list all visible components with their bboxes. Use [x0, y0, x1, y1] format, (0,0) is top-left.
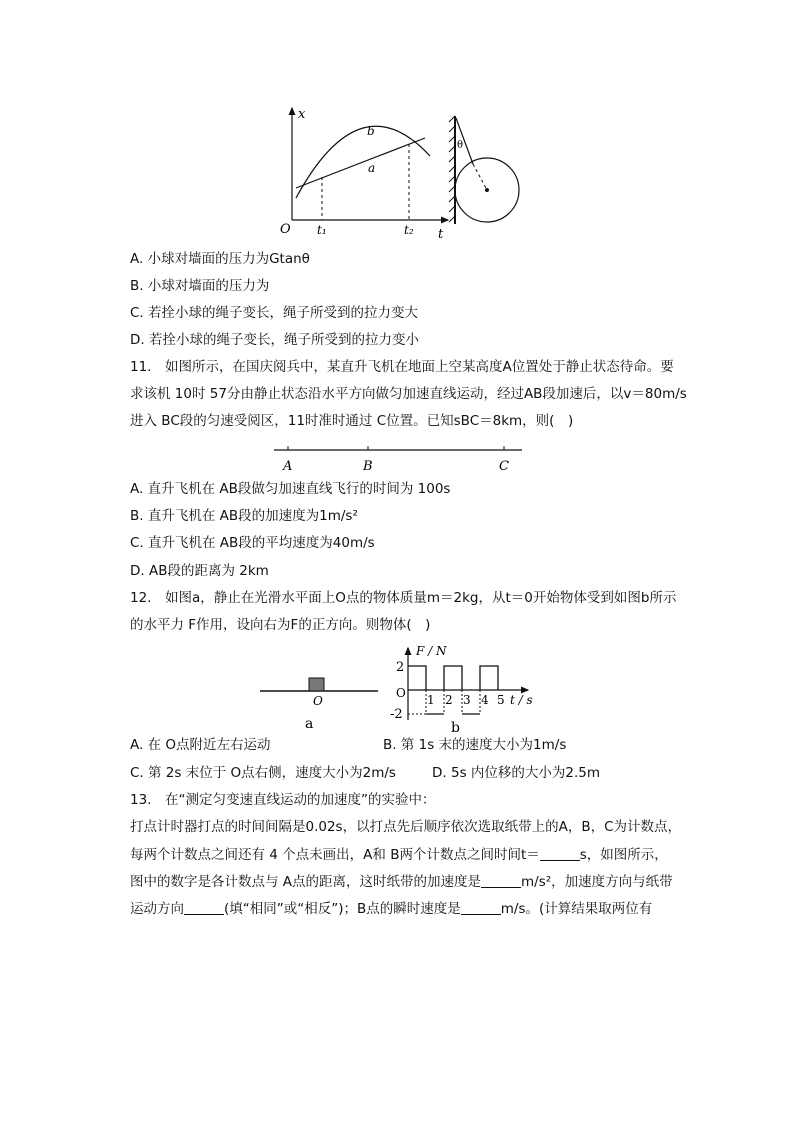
q13-answer-blank-velocity[interactable]: [461, 900, 501, 915]
origin-label-b: O: [396, 686, 406, 700]
q13-answer-blank-direction[interactable]: [184, 900, 224, 915]
point-b-label: B: [363, 459, 373, 474]
q11-option-a: A. 直升飞机在 AB段做匀加速直线飞行的时间为 100s: [130, 481, 451, 497]
q12-figure-b-force-time-graph: [378, 642, 538, 734]
q12-option-a: A. 在 O点附近左右运动: [130, 737, 271, 753]
q11-abc-line-figure: [270, 440, 530, 476]
q10-option-a: A. 小球对墙面的压力为Gtanθ: [130, 251, 310, 267]
q12-option-c: C. 第 2s 末位于 O点右侧，速度大小为2m/s: [130, 765, 396, 781]
t2-label: t₂: [404, 223, 414, 237]
line-a: [296, 138, 425, 188]
q10-option-c: C. 若拴小球的绳子变长，绳子所受到的拉力变大: [130, 305, 419, 321]
q12-figure-a: [258, 670, 382, 732]
q11-option-b: B. 直升飞机在 AB段的加速度为1m/s²: [130, 508, 358, 524]
q13-title: 13. 在“测定匀变速直线运动的加速度”的实验中：: [130, 792, 436, 808]
origin-label: O: [280, 222, 291, 237]
x-tick-5: 5: [497, 693, 505, 707]
q12-option-b: B. 第 1s 末的速度大小为1m/s: [383, 737, 567, 753]
q11-stem-line1: 11. 如图所示，在国庆阅兵中，某直升飞机在地面上空某高度A位置处于静止状态待命。要: [130, 359, 674, 375]
q12-stem-line2: 的水平力 F作用，设向右为F的正方向。则物体( ): [130, 617, 431, 633]
q12-stem-line1: 12. 如图a，静止在光滑水平面上O点的物体质量m＝2kg，从t＝0开始物体受到如图b所示: [130, 590, 677, 606]
q13-line2: 打点计时器打点的时间间隔是0.02s，以打点先后顺序依次选取纸带上的A，B，C为计数点，: [130, 819, 682, 835]
t-axis-label: t / s: [510, 693, 533, 707]
q13-line5-text-c: m/s。(计算结果取两位有: [500, 901, 653, 917]
q13-line3-text-a: 每两个计数点之间还有 4 个点未画出，A和 B两个计数点之间时间t＝: [130, 847, 540, 863]
t1-label: t₁: [317, 223, 327, 237]
axis-t-label: t: [438, 227, 444, 242]
q11-stem-line2: 求该机 10时 57分由静止状态沿水平方向做匀加速直线运动，经过AB段加速后，以v＝80m/s: [130, 386, 687, 402]
x-tick-1: 1: [427, 693, 435, 707]
xt-graph-figure: [270, 100, 450, 245]
ball-center: [485, 188, 489, 192]
q13-line4: [130, 872, 673, 892]
theta-label: θ: [457, 140, 464, 151]
x-tick-4: 4: [481, 693, 489, 707]
curve-b-label: b: [367, 124, 375, 138]
ball-wall-figure: [445, 112, 525, 227]
x-tick-3: 3: [463, 693, 471, 707]
rope-extension-dashed: [473, 164, 487, 190]
f-axis-label: F / N: [416, 644, 447, 658]
q13-line5-text-b: (填“相同”或“相反”)；B点的瞬时速度是: [224, 901, 461, 917]
q11-option-c: C. 直升飞机在 AB段的平均速度为40m/s: [130, 535, 375, 551]
q11-stem-line3: 进入 BC段的匀速受阅区，11时准时通过 C位置。已知sBC＝8km，则( ): [130, 413, 574, 429]
q12-option-d: D. 5s 内位移的大小为2.5m: [432, 765, 601, 781]
y-tick-neg2: -2: [390, 707, 403, 722]
q10-option-b: B. 小球对墙面的压力为: [130, 278, 270, 294]
q10-option-d: D. 若拴小球的绳子变长，绳子所受到的拉力变小: [130, 332, 419, 348]
line-a-label: a: [368, 161, 376, 175]
point-a-label: A: [283, 459, 293, 474]
q13-line4-text-b: m/s²，加速度方向与纸带: [521, 874, 673, 890]
caption-b: b: [451, 720, 460, 734]
caption-a: a: [305, 716, 314, 732]
point-c-label: C: [499, 459, 509, 474]
q13-line4-text-a: 图中的数字是各计数点与 A点的距离，这时纸带的加速度是: [130, 874, 482, 890]
block: [309, 678, 324, 691]
q13-line5-text-a: 运动方向: [130, 901, 184, 917]
q13-line3-text-b: s，如图所示，: [579, 847, 668, 863]
x-tick-2: 2: [445, 693, 453, 707]
y-tick-2: 2: [396, 660, 405, 675]
point-o-label: O: [313, 694, 323, 708]
q13-line5: [130, 899, 652, 919]
q11-option-d: D. AB段的距离为 2km: [130, 563, 269, 579]
q13-answer-blank-time[interactable]: [540, 846, 580, 861]
q13-answer-blank-acceleration[interactable]: [481, 873, 521, 888]
axis-x-label: x: [298, 107, 306, 122]
q13-line3: [130, 845, 668, 865]
